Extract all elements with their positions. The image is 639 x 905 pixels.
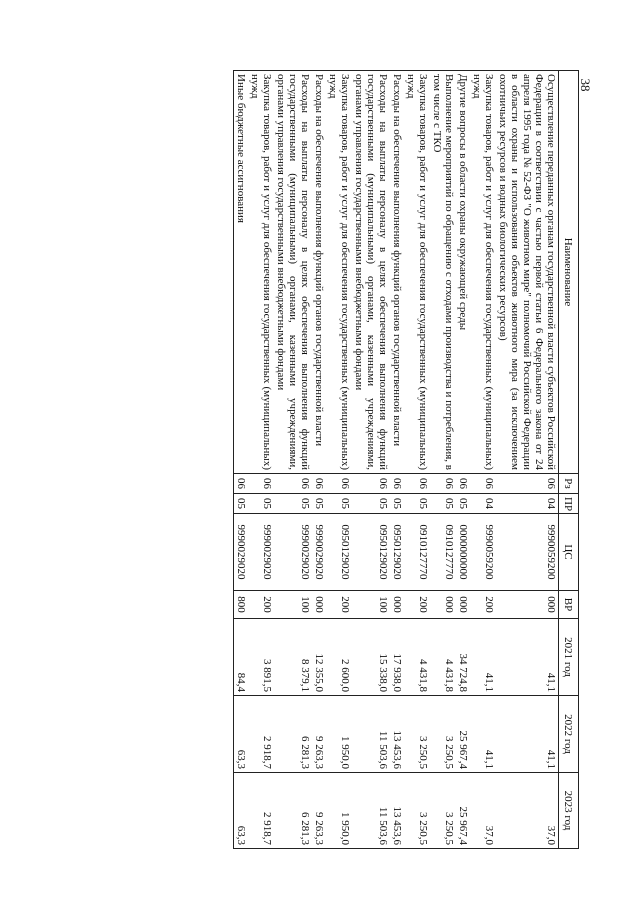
row-pr: 05 [326, 494, 352, 514]
header-pr: ПР [559, 494, 579, 514]
table-row [470, 71, 496, 849]
row-2023: 13 453,6 [390, 773, 404, 849]
row-cs: 0950129020 [352, 514, 390, 591]
row-2023: 37,0 [470, 773, 496, 849]
row-cs: 9990029020 [312, 514, 326, 591]
row-2021: 84,4 [234, 619, 249, 696]
row-2023: 11 503,6 [352, 773, 390, 849]
row-name: Закупка товаров, работ и услуг для обеспечения государственных (муниципальных) нужд [404, 71, 430, 474]
row-vr: 000 [496, 591, 559, 619]
row-name: Закупка товаров, работ и услуг для обеспечения государственных (муниципальных) нужд [248, 71, 274, 474]
header-rz: Рз [559, 474, 579, 494]
row-2022: 2 918,7 [248, 696, 274, 773]
row-2022: 25 967,4 [456, 696, 470, 773]
row-2023: 9 263,3 [312, 773, 326, 849]
row-cs: 0910127770 [404, 514, 430, 591]
row-cs: 0950129020 [326, 514, 352, 591]
row-pr: 05 [248, 494, 274, 514]
table-row [456, 71, 470, 849]
row-2021: 8 379,1 [274, 619, 312, 696]
row-pr: 05 [404, 494, 430, 514]
row-2023: 37,0 [496, 773, 559, 849]
row-rz: 06 [274, 474, 312, 494]
rotated-page [112, 70, 579, 848]
row-name: Другие вопросы в области охраны окружающей среды [456, 71, 470, 474]
row-vr: 000 [312, 591, 326, 619]
row-2023: 3 250,5 [430, 773, 456, 849]
row-pr: 05 [390, 494, 404, 514]
header-2021: 2021 год [559, 619, 579, 696]
row-cs: 0000000000 [456, 514, 470, 591]
table-row [326, 71, 352, 849]
table-row [404, 71, 430, 849]
row-vr: 200 [248, 591, 274, 619]
row-cs: 0910127770 [430, 514, 456, 591]
row-cs: 9990029020 [234, 514, 249, 591]
table-row [234, 71, 249, 849]
row-rz: 06 [234, 474, 249, 494]
row-name: Расходы на выплаты персоналу в целях обеспечения выполнения функций государственными (муниципальными) органами, казенными учреждениями, органами управления государственными внебюджетными фондами [274, 71, 312, 474]
header-2023: 2023 год [559, 773, 579, 849]
row-rz: 06 [326, 474, 352, 494]
row-2022: 6 281,3 [274, 696, 312, 773]
row-2021: 4 431,8 [404, 619, 430, 696]
row-vr: 000 [430, 591, 456, 619]
row-pr: 05 [430, 494, 456, 514]
row-cs: 9990059200 [470, 514, 496, 591]
row-name: Расходы на выплаты персоналу в целях обеспечения выполнения функций государственными (муниципальными) органами, казенными учреждениями, органами управления государственными внебюджетными фондами [352, 71, 390, 474]
budget-table [233, 70, 579, 849]
row-pr: 04 [470, 494, 496, 514]
row-vr: 200 [326, 591, 352, 619]
row-2022: 63,3 [234, 696, 249, 773]
row-2021: 41,1 [470, 619, 496, 696]
row-2022: 41,1 [496, 696, 559, 773]
header-vr: ВР [559, 591, 579, 619]
row-name: Выполнение мероприятий по обращению с отходами производства и потребления, в том числе с ТКО [430, 71, 456, 474]
row-rz: 06 [496, 474, 559, 494]
row-2021: 41,1 [496, 619, 559, 696]
page-number: 38 [578, 78, 593, 92]
row-pr: 05 [352, 494, 390, 514]
row-pr: 05 [234, 494, 249, 514]
row-pr: 05 [312, 494, 326, 514]
row-vr: 200 [470, 591, 496, 619]
row-rz: 06 [404, 474, 430, 494]
row-rz: 06 [430, 474, 456, 494]
table-row [248, 71, 274, 849]
row-2021: 17 938,0 [390, 619, 404, 696]
row-vr: 800 [234, 591, 249, 619]
table-row [312, 71, 326, 849]
row-cs: 9990029020 [274, 514, 312, 591]
row-2021: 3 891,5 [248, 619, 274, 696]
row-2023: 63,3 [234, 773, 249, 849]
row-vr: 100 [352, 591, 390, 619]
row-2023: 6 281,3 [274, 773, 312, 849]
row-2023: 3 250,5 [404, 773, 430, 849]
row-name: Иные бюджетные ассигнования [234, 71, 249, 474]
row-rz: 06 [312, 474, 326, 494]
row-2022: 3 250,5 [430, 696, 456, 773]
row-2021: 34 724,8 [456, 619, 470, 696]
row-vr: 000 [456, 591, 470, 619]
row-2021: 12 355,0 [312, 619, 326, 696]
row-2022: 3 250,5 [404, 696, 430, 773]
row-rz: 06 [390, 474, 404, 494]
row-2022: 13 453,6 [390, 696, 404, 773]
row-name: Осуществление переданных органам государственной власти субъектов Российской Федерации в соответствии с частью первой статьи 6 Федерального закона от 24 апреля 1995 года № 52-ФЗ "О животном мире" полномочий Российской Федерации в области охраны и использования объектов животного мира (за исключением охотничьих ресурсов и водных биологических ресурсов) [496, 71, 559, 474]
row-2022: 9 263,3 [312, 696, 326, 773]
row-2021: 15 338,0 [352, 619, 390, 696]
row-vr: 000 [390, 591, 404, 619]
header-name: Наименование [559, 71, 579, 474]
table-header [559, 71, 579, 849]
table-row [390, 71, 404, 849]
row-2023: 2 918,7 [248, 773, 274, 849]
row-2023: 25 967,4 [456, 773, 470, 849]
row-name: Расходы на обеспечение выполнения функций органов государственной власти [312, 71, 326, 474]
row-name: Расходы на обеспечение выполнения функций органов государственной власти [390, 71, 404, 474]
header-2022: 2022 год [559, 696, 579, 773]
row-rz: 06 [456, 474, 470, 494]
row-cs: 0950129020 [390, 514, 404, 591]
row-2022: 11 503,6 [352, 696, 390, 773]
row-name: Закупка товаров, работ и услуг для обеспечения государственных (муниципальных) нужд [326, 71, 352, 474]
row-2021: 2 600,0 [326, 619, 352, 696]
table-row [496, 71, 559, 849]
row-rz: 06 [470, 474, 496, 494]
row-pr: 05 [456, 494, 470, 514]
row-vr: 100 [274, 591, 312, 619]
row-pr: 05 [274, 494, 312, 514]
row-name: Закупка товаров, работ и услуг для обеспечения государственных (муниципальных) нужд [470, 71, 496, 474]
row-pr: 04 [496, 494, 559, 514]
table-body [234, 71, 559, 849]
row-2022: 41,1 [470, 696, 496, 773]
table-row [274, 71, 312, 849]
table-row [430, 71, 456, 849]
table-row [352, 71, 390, 849]
row-vr: 200 [404, 591, 430, 619]
row-2022: 1 950,0 [326, 696, 352, 773]
row-2023: 1 950,0 [326, 773, 352, 849]
row-cs: 9990029020 [248, 514, 274, 591]
row-2021: 4 431,8 [430, 619, 456, 696]
header-cs: ЦС [559, 514, 579, 591]
row-rz: 06 [248, 474, 274, 494]
row-cs: 9990059200 [496, 514, 559, 591]
row-rz: 06 [352, 474, 390, 494]
